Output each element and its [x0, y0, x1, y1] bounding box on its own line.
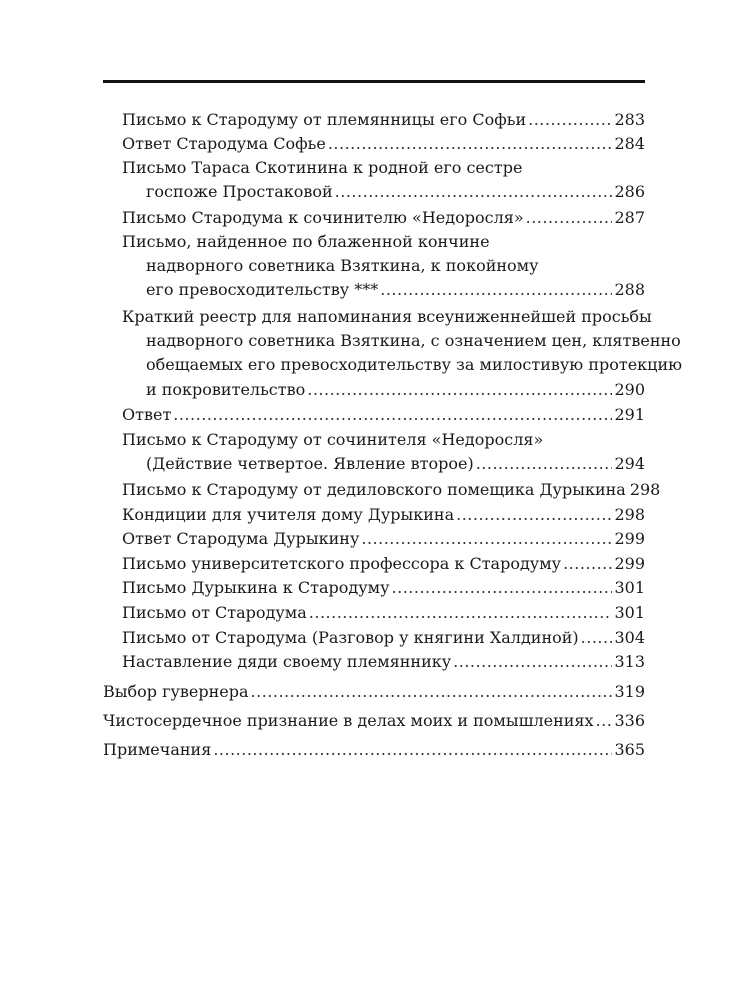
toc-entry-title: Ответ — [122, 405, 172, 424]
toc-entry-line: Краткий реестр для напоминания всеуниженнейшей просьбы — [122, 307, 652, 326]
toc-page-number: 286 — [614, 182, 645, 201]
toc-page-number: 301 — [614, 578, 645, 597]
toc-entry[interactable] — [146, 378, 645, 402]
dot-leader — [526, 206, 613, 230]
toc-entry-title: Письмо Стародума к сочинителю «Недоросля» — [122, 208, 524, 227]
toc-page-number: 283 — [614, 110, 645, 129]
toc-entry[interactable] — [122, 503, 645, 527]
dot-leader — [563, 552, 612, 576]
dot-leader — [173, 403, 612, 427]
toc-entry[interactable] — [122, 527, 645, 551]
dot-leader — [528, 108, 612, 132]
dot-leader — [361, 527, 612, 551]
toc-entry[interactable] — [122, 650, 645, 674]
dot-leader — [251, 680, 613, 704]
dot-leader — [392, 576, 613, 600]
toc-entry-line: надворного советника Взяткина, к покойному — [146, 256, 539, 275]
toc-page-number: 290 — [614, 380, 645, 399]
toc-entry[interactable] — [122, 132, 645, 156]
toc-entry-title: Примечания — [103, 740, 212, 759]
toc-entry[interactable] — [122, 108, 645, 132]
toc-entry-line: обещаемых его превосходительству за милостивую протекцию — [146, 355, 683, 374]
toc-entry-line: надворного советника Взяткина, с означением цен, клятвенно — [146, 331, 681, 350]
toc-entry[interactable] — [146, 452, 645, 476]
dot-leader — [335, 180, 613, 204]
toc-page-number: 365 — [614, 740, 645, 759]
toc-entry[interactable] — [146, 180, 645, 204]
dot-leader — [307, 378, 612, 402]
toc-entry-line: Письмо, найденное по блаженной кончине — [122, 232, 490, 251]
toc-entry-title: Кондиции для учителя дому Дурыкина — [122, 505, 455, 524]
toc-page-number: 298 — [614, 505, 645, 524]
toc-entry[interactable] — [122, 478, 661, 502]
toc-entry-title: его превосходительству *** — [146, 280, 379, 299]
toc-entry-title: Письмо к Стародуму от племянницы его Софьи — [122, 110, 527, 129]
toc-entry-title: Письмо от Стародума — [122, 603, 307, 622]
toc-entry-title: Письмо от Стародума (Разговор у княгини Халдиной) — [122, 628, 579, 647]
toc-entry[interactable] — [122, 403, 645, 427]
toc-entry[interactable] — [103, 680, 645, 704]
toc-entry[interactable] — [103, 738, 645, 762]
toc-page-number: 291 — [614, 405, 645, 424]
toc-entry-title: и покровительство — [146, 380, 306, 399]
toc-page-number: 298 — [629, 480, 661, 499]
toc-entry-title: Письмо университетского профессора к Стародуму — [122, 554, 562, 573]
toc-page-number: 301 — [614, 603, 645, 622]
toc-page-number: 304 — [614, 628, 645, 647]
toc-page-number: 299 — [614, 554, 645, 573]
toc-entry-line: Письмо Тараса Скотинина к родной его сестре — [122, 158, 523, 177]
dot-leader — [581, 626, 613, 650]
dot-leader — [328, 132, 613, 156]
toc-entry[interactable] — [146, 278, 645, 302]
toc-entry-title: (Действие четвертое. Явление второе) — [146, 454, 474, 473]
dot-leader — [453, 650, 612, 674]
toc-entry[interactable] — [122, 626, 645, 650]
toc-entry-title: Чистосердечное признание в делах моих и помышлениях — [103, 711, 594, 730]
toc-entry-title: Наставление дяди своему племяннику — [122, 652, 452, 671]
toc-entry[interactable] — [122, 552, 645, 576]
toc-entry-title: Письмо к Стародуму от дедиловского помещика Дурыкина — [122, 480, 626, 499]
toc-entry-line: Письмо к Стародуму от сочинителя «Недоросля» — [122, 430, 544, 449]
toc-page-number: 287 — [614, 208, 645, 227]
toc-page-number: 284 — [614, 134, 645, 153]
toc-page-number: 299 — [614, 529, 645, 548]
toc-entry[interactable] — [122, 576, 645, 600]
dot-leader — [309, 601, 613, 625]
toc-entry-title: госпоже Простаковой — [146, 182, 333, 201]
dot-leader — [380, 278, 612, 302]
toc-page-number: 319 — [614, 682, 645, 701]
toc-entry-title: Письмо Дурыкина к Стародуму — [122, 578, 390, 597]
toc-entry-title: Ответ Стародума Софье — [122, 134, 326, 153]
dot-leader — [213, 738, 612, 762]
dot-leader — [476, 452, 613, 476]
dot-leader — [596, 709, 613, 733]
toc-page-number: 336 — [614, 711, 645, 730]
toc-entry[interactable] — [103, 709, 645, 733]
toc-page-number: 288 — [614, 280, 645, 299]
toc-entry[interactable] — [122, 206, 645, 230]
toc-page-number: 313 — [614, 652, 645, 671]
dot-leader — [456, 503, 612, 527]
toc-entry-title: Ответ Стародума Дурыкину — [122, 529, 360, 548]
toc-entry[interactable] — [122, 601, 645, 625]
toc-entry-title: Выбор гувернера — [103, 682, 249, 701]
toc-page-number: 294 — [614, 454, 645, 473]
